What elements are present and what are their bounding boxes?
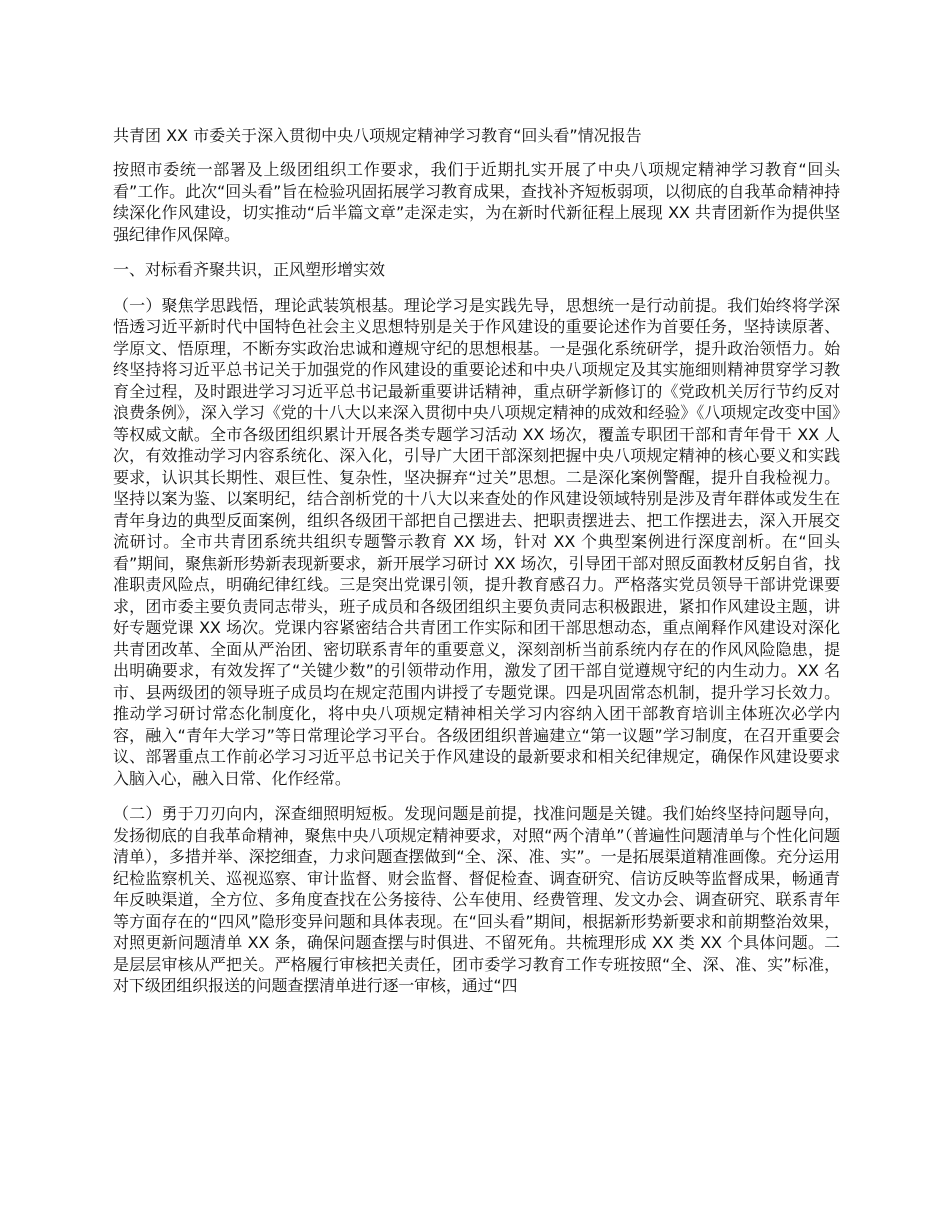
section-heading: 一、对标看齐聚共识，正风塑形增实效 <box>113 260 386 279</box>
document-title: 共青团 XX 市委关于深入贯彻中央八项规定精神学习教育“回头看”情况报告 <box>113 126 642 145</box>
section-paragraph-1: （一）聚焦学思践悟，理论武装筑根基。理论学习是实践先导，思想统一是行动前提。我们始终将学深悟透习近平新时代中国特色社会主义思想特别是关于作风建设的重要论述作为首要任务，坚持读原著、学原文、悟原理，不断夯实政治忠诚和遵规守纪的思想根基。一是强化系统研学，提升政治领悟力。始终坚持将习近平总书记关于加强党的作风建设的重要论述和中央八项规定及其实施细则精神贯穿学习教育全过程，及时跟进学习习近平总书记最新重要讲话精神，重点研学新修订的《党政机关厉行节约反对浪费条例》，深入学习《党的十八大以来深入贯彻中央八项规定精神的成效和经验》《八项规定改变中国》等权威文献。全市各级团组织累计开展各类专题学习活动 XX 场次，覆盖专职团干部和青年骨干 XX 人次，有效推动学习内容系统化、深入化，引导广大团干部深刻把握中央八项规定精神的核心要义和实践要求，认识其长期性、艰巨性、复杂性，坚决摒弃“过关”思想。二是深化案例警醒，提升自我检视力。坚持以案为鉴、以案明纪，结合剖析党的十八大以来查处的作风建设领域特别是涉及青年群体或发生在青年身边的典型反面案例，组织各级团干部把自己摆进去、把职责摆进去、把工作摆进去，深入开展交流研讨。全市共青团系统共组织专题警示教育 XX 场，针对 XX 个典型案例进行深度剖析。在“回头看”期间，聚焦新形势新表现新要求，新开展学习研讨 XX 场次，引导团干部对照反面教材反躬自省，找准职责风险点，明确纪律红线。三是突出党课引领，提升教育感召力。严格落实党员领导干部讲党课要求，团市委主要负责同志带头，班子成员和各级团组织主要负责同志积极跟进，紧扣作风建设主题，讲好专题党课 XX 场次。党课内容紧密结合共青团工作实际和团干部思想动态，重点阐释作风建设对深化共青团改革、全面从严治团、密切联系青年的重要意义，深刻剖析当前系统内存在的作风风险隐患，提出明确要求，有效发挥了“关键少数”的引领带动作用，激发了团干部自觉遵规守纪的内生动力。XX 名市、县两级团的领导班子成员均在规定范围内讲授了专题党课。四是巩固常态机制，提升学习长效力。推动学习研讨常态化制度化，将中央八项规定精神相关学习内容纳入团干部教育培训主体班次必学内容，融入“青年大学习”等日常理论学习平台。各级团组织普遍建立“第一议题”学习制度，在召开重要会议、部署重点工作前必学习习近平总书记关于作风建设的最新要求和相关纪律规定，确保作风建设要求入脑入心，融入日常、化作经常。 <box>113 295 840 788</box>
section-paragraph-2: （二）勇于刀刃向内，深查细照明短板。发现问题是前提，找准问题是关键。我们始终坚持问题导向，发扬彻底的自我革命精神，聚焦中央八项规定精神要求，对照“两个清单”（普遍性问题清单与个性化问题清单），多措并举、深挖细查，力求问题查摆做到“全、深、准、实”。一是拓展渠道精准画像。充分运用纪检监察机关、巡视巡察、审计监督、财会监督、督促检查、调查研究、信访反映等监督成果，畅通青年反映渠道，全方位、多角度查找在公务接待、公车使用、经费管理、发文办会、调查研究、联系青年等方面存在的“四风”隐形变异问题和具体表现。在“回头看”期间，根据新形势新要求和前期整治效果，对照更新问题清单 XX 条，确保问题查摆与时俱进、不留死角。共梳理形成 XX 类 XX 个具体问题。二是层层审核从严把关。严格履行审核把关责任，团市委学习教育工作专班按照“全、深、准、实”标准，对下级团组织报送的问题查摆清单进行逐一审核，通过“四 <box>113 804 840 995</box>
document-page <box>113 124 840 1011</box>
intro-paragraph: 按照市委统一部署及上级团组织工作要求，我们于近期扎实开展了中央八项规定精神学习教育“回头看”工作。此次“回头看”旨在检验巩固拓展学习教育成果，查找补齐短板弱项，以彻底的自我革命精神持续深化作风建设，切实推动“后半篇文章”走深走实，为在新时代新征程上展现 XX 共青团新作为提供坚强纪律作风保障。 <box>113 160 840 244</box>
